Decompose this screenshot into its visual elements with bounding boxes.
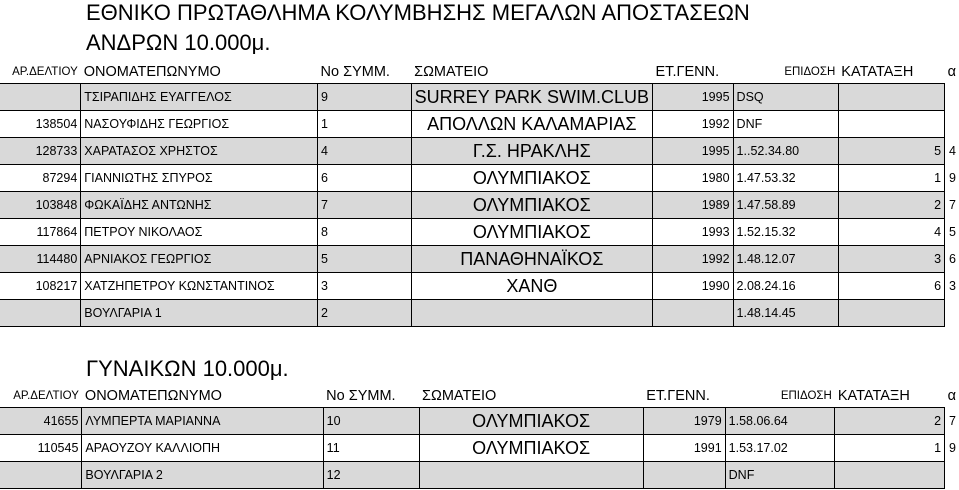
cell-no: 4: [318, 138, 412, 165]
cell-id: 103848: [0, 192, 81, 219]
cell-a: 6: [945, 246, 959, 273]
header-name: ΟΝΟΜΑΤΕΠΩΝΥΜΟ: [84, 388, 222, 404]
cell-a: 3: [945, 273, 959, 300]
cell-id: 117864: [0, 219, 81, 246]
cell-a: [945, 84, 959, 111]
cell-perf: 1..52.34.80: [733, 138, 838, 165]
header-year: ΕΤ.ΓΕΝΝ.: [646, 388, 710, 404]
cell-rank: 6: [838, 273, 944, 300]
cell-year: [653, 300, 734, 327]
cell-rank: [835, 462, 945, 489]
cell-year: 1995: [653, 138, 734, 165]
cell-rank: [838, 111, 944, 138]
header-row: [0, 385, 959, 408]
table-row: [0, 84, 959, 111]
cell-perf: 1.47.58.89: [733, 192, 838, 219]
cell-club: [411, 300, 652, 327]
cell-a: 9: [945, 165, 959, 192]
cell-no: 10: [323, 408, 419, 435]
cell-id: 128733: [0, 138, 81, 165]
cell-no: 3: [318, 273, 412, 300]
cell-no: 11: [323, 435, 419, 462]
cell-rank: 1: [838, 165, 944, 192]
cell-year: 1980: [653, 165, 734, 192]
table-row: [0, 273, 959, 300]
cell-club: [419, 462, 643, 489]
men-results-table: [0, 61, 959, 327]
cell-club: ΟΛΥΜΠΙΑΚΟΣ: [411, 165, 652, 192]
men-title-line1: ΕΘΝΙΚΟ ΠΡΩΤΑΘΛΗΜΑ ΚΟΛΥΜΒΗΣΗΣ ΜΕΓΑΛΩΝ ΑΠΟΣΤΑΣΕΩΝ: [86, 0, 750, 25]
cell-id: 108217: [0, 273, 81, 300]
cell-id: [0, 84, 81, 111]
header-club: ΣΩΜΑΤΕΙΟ: [422, 388, 497, 404]
cell-id: [0, 300, 81, 327]
cell-a: 5: [945, 219, 959, 246]
cell-club: ΠΑΝΑΘΗΝΑΪΚΟΣ: [411, 246, 652, 273]
cell-perf: 1.48.12.07: [733, 246, 838, 273]
cell-perf: 1.48.14.45: [733, 300, 838, 327]
header-name: ΟΝΟΜΑΤΕΠΩΝΥΜΟ: [83, 64, 221, 80]
cell-club: ΟΛΥΜΠΙΑΚΟΣ: [419, 435, 643, 462]
header-a: α: [947, 64, 956, 81]
cell-id: 41655: [0, 408, 82, 435]
cell-rank: 5: [838, 138, 944, 165]
cell-rank: [838, 300, 944, 327]
cell-name: ΧΑΤΖΗΠΕΤΡΟΥ ΚΩΝΣΤΑΝΤΙΝΟΣ: [81, 273, 318, 300]
cell-no: 7: [318, 192, 412, 219]
cell-year: 1979: [643, 408, 725, 435]
cell-no: 1: [318, 111, 412, 138]
table-row: [0, 138, 959, 165]
cell-no: 9: [318, 84, 412, 111]
cell-rank: 3: [838, 246, 944, 273]
cell-a: 7: [945, 192, 959, 219]
header-perf: ΕΠΙΔΟΣΗ: [780, 390, 832, 402]
cell-a: 4: [945, 138, 959, 165]
men-title-line2: ΑΝΔΡΩΝ 10.000μ.: [86, 30, 271, 55]
header-no: Νο ΣΥΜΜ.: [326, 388, 396, 404]
cell-year: 1991: [643, 435, 725, 462]
header-club: ΣΩΜΑΤΕΙΟ: [414, 64, 489, 80]
table-row: [0, 462, 959, 489]
cell-a: [945, 300, 959, 327]
cell-club: SURREY PARK SWIM.CLUB: [411, 84, 652, 111]
cell-name: ΑΡΝΙΑΚΟΣ ΓΕΩΡΓΙΟΣ: [81, 246, 318, 273]
cell-club: ΧΑΝΘ: [411, 273, 652, 300]
cell-id: [0, 462, 82, 489]
cell-no: 5: [318, 246, 412, 273]
cell-rank: 4: [838, 219, 944, 246]
cell-perf: 1.58.06.64: [725, 408, 835, 435]
table-row: [0, 111, 959, 138]
cell-club: ΟΛΥΜΠΙΑΚΟΣ: [411, 192, 652, 219]
header-perf: ΕΠΙΔΟΣΗ: [784, 66, 836, 78]
cell-rank: 2: [835, 408, 945, 435]
cell-club: ΟΛΥΜΠΙΑΚΟΣ: [411, 219, 652, 246]
women-results-table: [0, 385, 959, 489]
cell-no: 12: [323, 462, 419, 489]
cell-no: 8: [318, 219, 412, 246]
cell-year: [643, 462, 725, 489]
cell-a: [945, 462, 959, 489]
cell-a: 7: [945, 408, 959, 435]
header-rank: ΚΑΤΑΤΑΞΗ: [841, 64, 914, 80]
cell-year: 1992: [653, 111, 734, 138]
cell-a: [945, 111, 959, 138]
cell-year: 1989: [653, 192, 734, 219]
cell-year: 1992: [653, 246, 734, 273]
header-no: Νο ΣΥΜΜ.: [320, 64, 390, 80]
cell-id: 138504: [0, 111, 81, 138]
cell-name: ΓΙΑΝΝΙΩΤΗΣ ΣΠΥΡΟΣ: [81, 165, 318, 192]
cell-perf: 1.53.17.02: [725, 435, 835, 462]
cell-name: ΒΟΥΛΓΑΡΙΑ 1: [81, 300, 318, 327]
cell-club: ΑΠΟΛΛΩΝ ΚΑΛΑΜΑΡΙΑΣ: [411, 111, 652, 138]
cell-club: ΟΛΥΜΠΙΑΚΟΣ: [419, 408, 643, 435]
cell-club: Γ.Σ. ΗΡΑΚΛΗΣ: [411, 138, 652, 165]
header-year: ΕΤ.ΓΕΝΝ.: [655, 64, 720, 80]
cell-name: ΛΥΜΠΕΡΤΑ ΜΑΡΙΑΝΝΑ: [82, 408, 323, 435]
table-row: [0, 408, 959, 435]
cell-year: 1993: [653, 219, 734, 246]
cell-name: ΠΕΤΡΟΥ ΝΙΚΟΛΑΟΣ: [81, 219, 318, 246]
cell-id: 87294: [0, 165, 81, 192]
header-a: α: [947, 388, 956, 405]
table-row: [0, 192, 959, 219]
cell-name: ΑΡΑΟΥΖΟΥ ΚΑΛΛΙΟΠΗ: [82, 435, 323, 462]
cell-no: 6: [318, 165, 412, 192]
cell-year: 1995: [653, 84, 734, 111]
cell-rank: [838, 84, 944, 111]
cell-perf: DNF: [733, 111, 838, 138]
header-rank: ΚΑΤΑΤΑΞΗ: [837, 388, 910, 404]
cell-perf: 2.08.24.16: [733, 273, 838, 300]
table-row: [0, 219, 959, 246]
cell-perf: 1.47.53.32: [733, 165, 838, 192]
cell-perf: DNF: [725, 462, 835, 489]
table-row: [0, 435, 959, 462]
cell-a: 9: [945, 435, 959, 462]
cell-no: 2: [318, 300, 412, 327]
cell-year: 1990: [653, 273, 734, 300]
cell-rank: 2: [838, 192, 944, 219]
cell-name: ΝΑΣΟΥΦΙΔΗΣ ΓΕΩΡΓΙΟΣ: [81, 111, 318, 138]
table-row: [0, 300, 959, 327]
cell-rank: 1: [835, 435, 945, 462]
cell-id: 110545: [0, 435, 82, 462]
cell-name: ΦΩΚΑΪΔΗΣ ΑΝΤΩΝΗΣ: [81, 192, 318, 219]
cell-id: 114480: [0, 246, 81, 273]
cell-name: ΧΑΡΑΤΑΣΟΣ ΧΡΗΣΤΟΣ: [81, 138, 318, 165]
header-id: ΑΡ.ΔΕΛΤΙΟΥ: [13, 390, 79, 402]
header-row: [0, 61, 959, 84]
table-row: [0, 165, 959, 192]
cell-name: ΤΣΙΡΑΠΙΔΗΣ ΕΥΑΓΓΕΛΟΣ: [81, 84, 318, 111]
women-title: ΓΥΝΑΙΚΩΝ 10.000μ.: [86, 356, 289, 381]
table-row: [0, 246, 959, 273]
cell-perf: DSQ: [733, 84, 838, 111]
header-id: ΑΡ.ΔΕΛΤΙΟΥ: [12, 66, 78, 78]
cell-name: ΒΟΥΛΓΑΡΙΑ 2: [82, 462, 323, 489]
cell-perf: 1.52.15.32: [733, 219, 838, 246]
